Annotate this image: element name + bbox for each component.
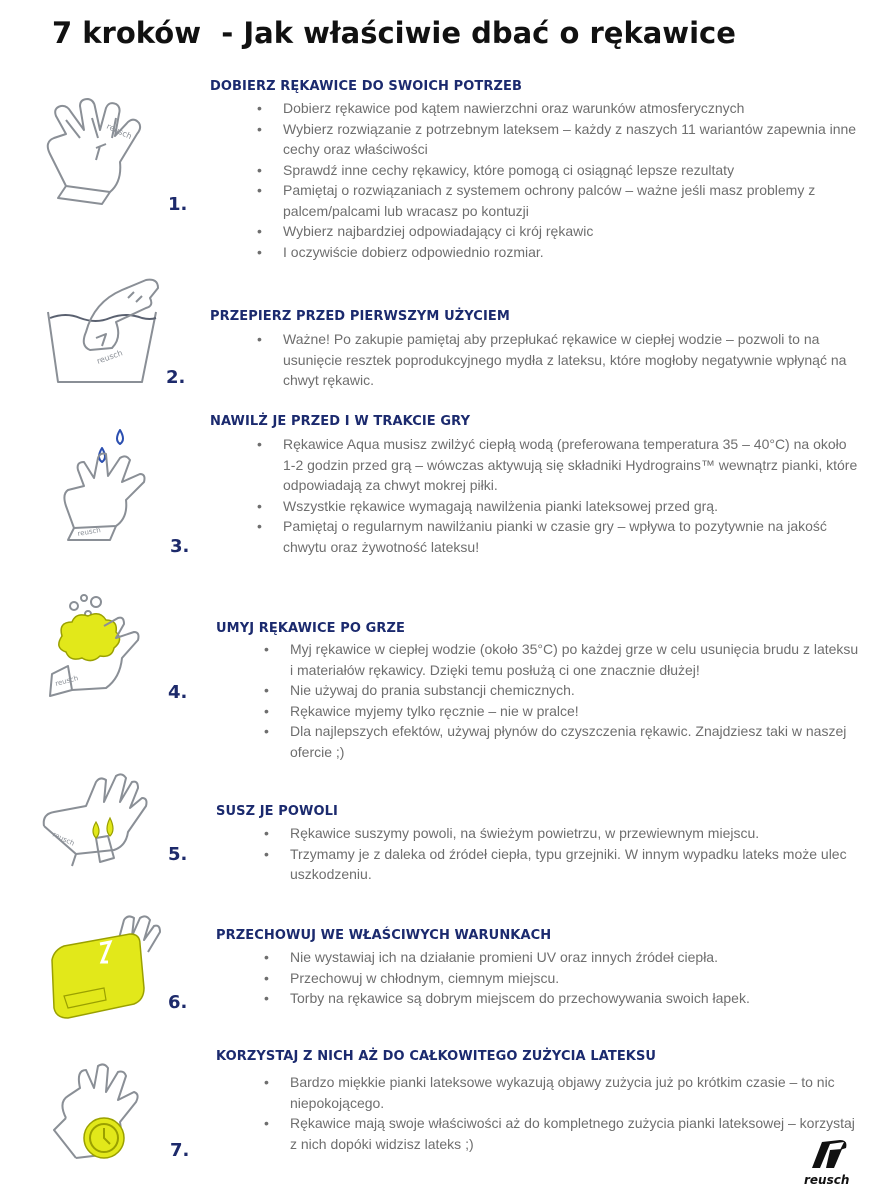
step-number: 1. bbox=[168, 194, 188, 215]
page-title: 7 kroków - Jak właściwie dbać o rękawice bbox=[52, 16, 736, 50]
step-bullets bbox=[262, 947, 862, 1009]
svg-text:reusch: reusch bbox=[54, 674, 80, 688]
glove-icon bbox=[36, 98, 166, 208]
bullet-item: • Pamiętaj o rozwiązaniach z systemem ochrony palców – ważne jeśli masz problemy z palcem/palcami lub wracasz po kontuzji bbox=[255, 180, 860, 221]
bullet-item: • Wybierz najbardziej odpowiadający ci krój rękawic bbox=[255, 221, 860, 242]
gloves-drying-icon bbox=[40, 762, 164, 872]
glove-clock-icon bbox=[46, 1058, 166, 1170]
bullet-item: • Rękawice myjemy tylko ręcznie – nie w pralce! bbox=[262, 701, 862, 722]
bullet-item: • Wszystkie rękawice wymagają nawilżenia pianki lateksowej przed grą. bbox=[255, 496, 860, 517]
step-heading: KORZYSTAJ Z NICH AŻ DO CAŁKOWITEGO ZUŻYCIA LATEKSU bbox=[216, 1049, 657, 1064]
step-bullets bbox=[255, 98, 860, 262]
svg-text:reusch: reusch bbox=[51, 830, 76, 848]
bullet-item: • Torby na rękawice są dobrym miejscem do przechowywania swoich łapek. bbox=[262, 988, 862, 1009]
step-heading: NAWILŻ JE PRZED I W TRAKCIE GRY bbox=[210, 414, 471, 429]
bullet-item: • Wybierz rozwiązanie z potrzebnym lateksem – każdy z naszych 11 wariantów zapewnia inne cechy oraz właściwości bbox=[255, 119, 860, 160]
svg-text:reusch: reusch bbox=[76, 526, 102, 538]
step-heading: UMYJ RĘKAWICE PO GRZE bbox=[216, 621, 406, 636]
step-heading: PRZECHOWUJ WE WŁAŚCIWYCH WARUNKACH bbox=[216, 928, 552, 943]
bullet-item: • Rękawice mają swoje właściwości aż do kompletnego zużycia pianki lateksowej – korzystaj z nich dopóki widzisz lateks ;) bbox=[262, 1113, 862, 1154]
reusch-logo bbox=[800, 1138, 870, 1188]
bullet-item: • Bardzo miękkie pianki lateksowe wykazują objawy zużycia już po krótkim czasie – to nic niepokojącego. bbox=[262, 1072, 862, 1113]
svg-text:reusch: reusch bbox=[105, 121, 134, 142]
bullet-item: • Ważne! Po zakupie pamiętaj aby przepłukać rękawice w ciepłej wodzie – pozwoli to na usunięcie resztek poprodukcyjnego mydła z lateksu, które mogłoby negatywnie wpłynąć na chwyt rękawic. bbox=[255, 329, 860, 391]
bullet-item: • I oczywiście dobierz odpowiednio rozmiar. bbox=[255, 242, 860, 263]
step-heading: DOBIERZ RĘKAWICE DO SWOICH POTRZEB bbox=[210, 79, 522, 94]
svg-text:reusch: reusch bbox=[804, 1173, 850, 1187]
step-number: 3. bbox=[170, 536, 190, 557]
bullet-item: • Nie wystawiaj ich na działanie promieni UV oraz innych źródeł ciepła. bbox=[262, 947, 862, 968]
step-bullets bbox=[255, 329, 860, 391]
step-bullets bbox=[262, 823, 862, 885]
bullet-item: • Trzymamy je z daleka od źródeł ciepła, typu grzejniki. W innym wypadku lateks może ulec uszkodzeniu. bbox=[262, 844, 862, 885]
bullet-item: • Rękawice suszymy powoli, na świeżym powietrzu, w przewiewnym miejscu. bbox=[262, 823, 862, 844]
step-bullets bbox=[262, 639, 862, 762]
bullet-item: • Myj rękawice w ciepłej wodzie (około 35°C) po każdej grze w celu usunięcia brudu z lateksu i materiałów rękawicy. Dzięki temu posłużą ci one znacznie dłużej! bbox=[262, 639, 862, 680]
bullet-item: • Dobierz rękawice pod kątem nawierzchni oraz warunków atmosferycznych bbox=[255, 98, 860, 119]
step-heading: PRZEPIERZ PRZED PIERWSZYM UŻYCIEM bbox=[210, 309, 510, 324]
glove-washing-icon bbox=[44, 592, 164, 704]
step-number: 5. bbox=[168, 844, 188, 865]
step-heading: SUSZ JE POWOLI bbox=[216, 804, 338, 819]
bullet-item: • Sprawdź inne cechy rękawicy, które pomogą ci osiągnąć lepsze rezultaty bbox=[255, 160, 860, 181]
bullet-item: • Przechowuj w chłodnym, ciemnym miejscu. bbox=[262, 968, 862, 989]
bullet-item: • Dla najlepszych efektów, używaj płynów do czyszczenia rękawic. Znajdziesz taki w naszej ofercie ;) bbox=[262, 721, 862, 762]
step-number: 6. bbox=[168, 992, 188, 1013]
glove-in-water-icon bbox=[46, 276, 166, 386]
step-number: 7. bbox=[170, 1140, 190, 1161]
glove-bag-icon bbox=[44, 912, 168, 1024]
svg-text:reusch: reusch bbox=[95, 348, 124, 366]
bullet-item: • Rękawice Aqua musisz zwilżyć ciepłą wodą (preferowana temperatura 35 – 40°C) na około 1-2 godzin przed grą – wówczas aktywują się składniki Hydrograins™ wewnątrz pianki, które odpowiadają za chwyt mokrej piłki. bbox=[255, 434, 860, 496]
glove-water-drops-icon bbox=[48, 428, 168, 543]
step-number: 4. bbox=[168, 682, 188, 703]
step-number: 2. bbox=[166, 367, 186, 388]
bullet-item: • Nie używaj do prania substancji chemicznych. bbox=[262, 680, 862, 701]
step-bullets bbox=[262, 1072, 862, 1154]
bullet-item: • Pamiętaj o regularnym nawilżaniu pianki w czasie gry – wpływa to pozytywnie na jakość chwytu oraz żywotność lateksu! bbox=[255, 516, 860, 557]
step-bullets bbox=[255, 434, 860, 557]
